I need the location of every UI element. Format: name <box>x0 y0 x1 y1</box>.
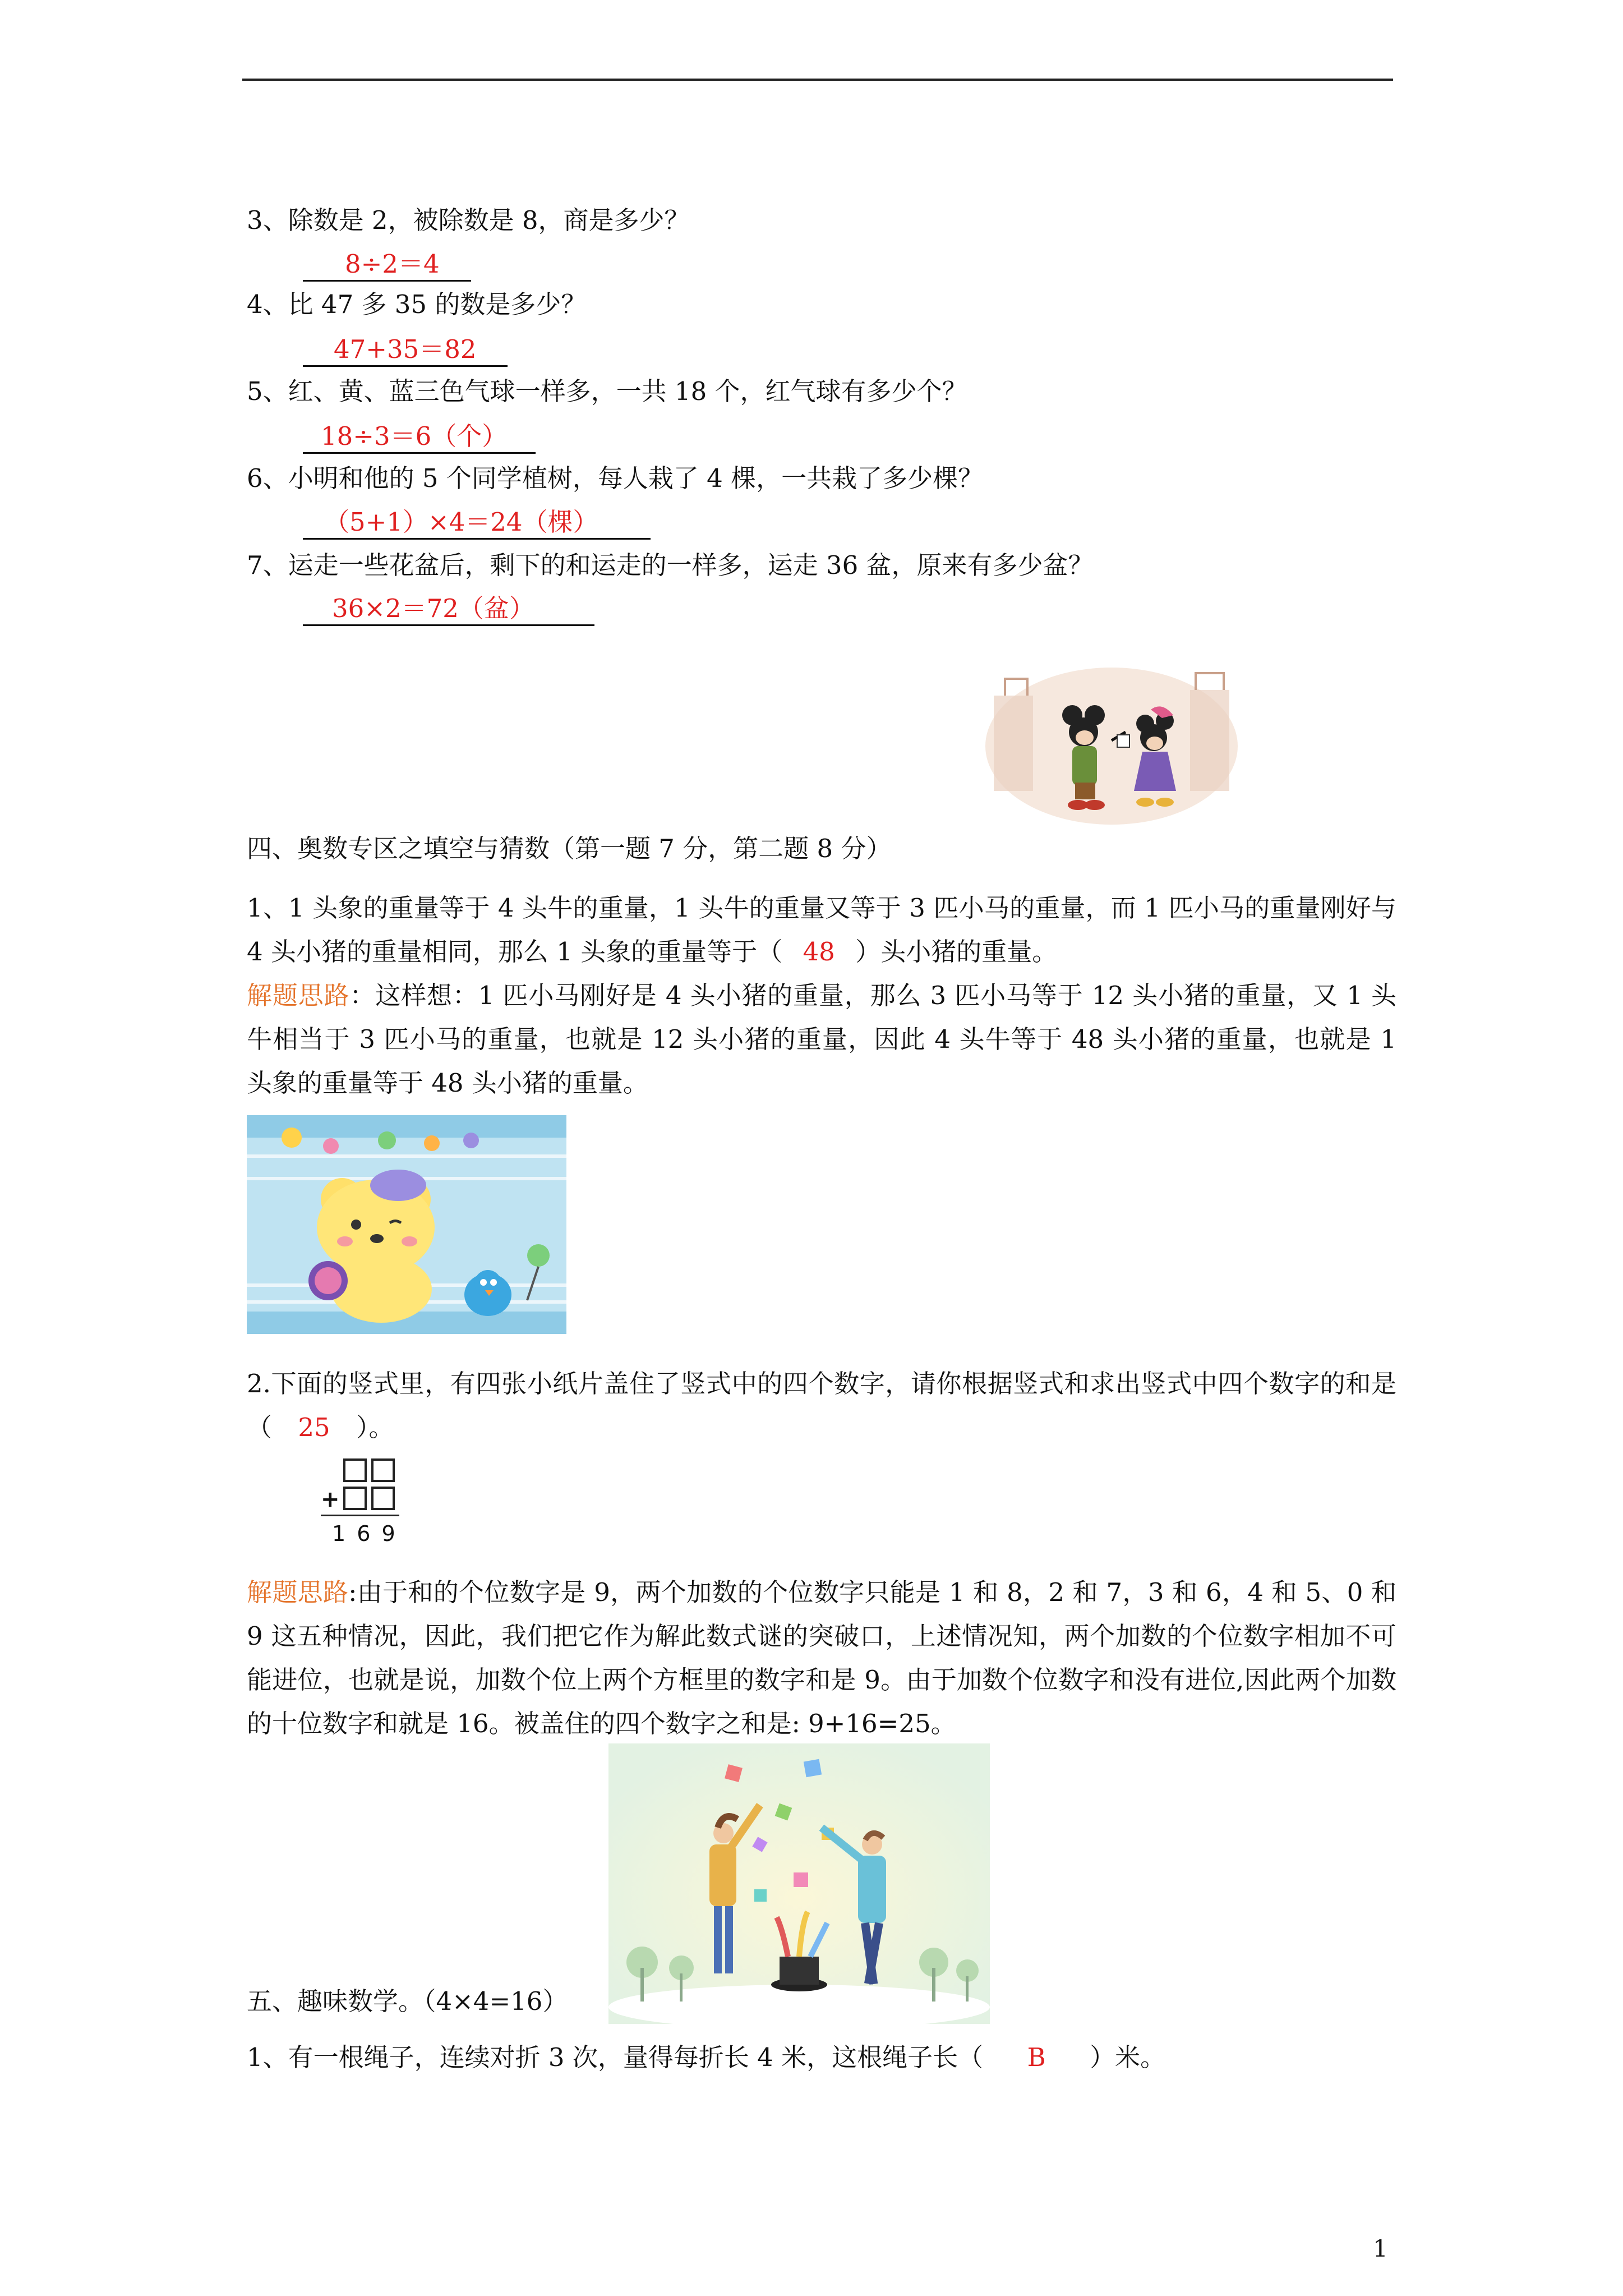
problem-2-text-end: ）。 <box>356 1412 394 1442</box>
answer-3: 8÷2＝4 <box>303 251 471 282</box>
hint-1-label: 解题思路 <box>247 981 350 1010</box>
question-4: 4、比 47 多 35 的数是多少？ <box>247 289 587 319</box>
question-3: 3、除数是 2，被除数是 8，商是多少？ <box>247 205 690 235</box>
section-4-heading: 四、奥数专区之填空与猜数（第一题 7 分，第二题 8 分） <box>247 834 892 863</box>
answer-7: 36×2＝72（盆） <box>303 596 594 626</box>
hint-1-paragraph <box>247 974 1396 1105</box>
section-5-question-1-text: 1、有一根绳子，连续对折 3 次，量得每折长 4 米，这根绳子长（ <box>247 2042 984 2072</box>
hint-2-paragraph <box>247 1571 1396 1746</box>
covered-digit-box <box>343 1487 367 1510</box>
sum-line <box>321 1515 399 1516</box>
section-5-question-1 <box>247 2042 1166 2072</box>
covered-digit-box <box>371 1487 395 1510</box>
covered-digit-box <box>371 1458 395 1482</box>
header-rule <box>242 79 1393 81</box>
problem-2-paragraph <box>247 1362 1396 1450</box>
hint-2-label: 解题思路 <box>247 1577 349 1607</box>
section-5-question-1-text-end: ）米。 <box>1090 2042 1166 2072</box>
mickey-minnie-illustration <box>983 662 1241 825</box>
hint-2-text: :由于和的个位数字是 9，两个加数的个位数字只能是 1 和 8，2 和 7，3 和 6，4 和 5、0 和 9 这五种情况，因此，我们把它作为解此数式谜的突破口，上述情况知，两个加数的个位数字相加不可能进位，也就是说，加数个位上两个方框里的数字和是 9。由于加数个位数字和没有进位,因此两个加数的十位数字和就是 16。被盖住的四个数字之和是: 9+16=25。 <box>247 1577 1396 1738</box>
question-6: 6、小明和他的 5 个同学植树，每人栽了 4 棵，一共栽了多少棵？ <box>247 463 984 493</box>
vertical-addition <box>321 1458 422 1554</box>
section-5-heading: 五、趣味数学。（4×4=16） <box>247 1986 568 2016</box>
problem-2-text: 2.下面的竖式里，有四张小纸片盖住了竖式中的四个数字，请你根据竖式和求出竖式中四个数字的和是（ <box>247 1369 1396 1442</box>
problem-1-text-end: ）头小猪的重量。 <box>855 937 1058 967</box>
sum-value: 1 6 9 <box>332 1521 398 1546</box>
question-7: 7、运走一些花盆后，剩下的和运走的一样多，运走 36 盆，原来有多少盆？ <box>247 550 1094 580</box>
answer-5: 18÷3＝6（个） <box>303 424 536 454</box>
people-illustration <box>608 1743 990 2024</box>
problem-1-answer: 48 <box>803 937 835 967</box>
problem-2-answer: 25 <box>298 1412 330 1442</box>
covered-digit-box <box>343 1458 367 1482</box>
question-5: 5、红、黄、蓝三色气球一样多，一共 18 个，红气球有多少个？ <box>247 376 967 406</box>
answer-6: （5+1）×4＝24（棵） <box>303 509 651 540</box>
section-5-question-1-answer: B <box>1027 2042 1046 2072</box>
hint-1-text: ：这样想：1 匹小马刚好是 4 头小猪的重量，那么 3 匹小马等于 12 头小猪的重量，又 1 头牛相当于 3 匹小马的重量，也就是 12 头小猪的重量，因此 4 头牛等于 48 头小猪的重量，也就是 1 头象的重量等于 48 头小猪的重量。 <box>247 981 1396 1098</box>
plus-sign: + <box>321 1487 340 1512</box>
problem-1-text: 1、1 头象的重量等于 4 头牛的重量，1 头牛的重量又等于 3 匹小马的重量，而 1 匹小马的重量刚好与 4 头小猪的重量相同，那么 1 头象的重量等于（ <box>247 893 1396 967</box>
page-number: 1 <box>1373 2235 1388 2262</box>
answer-4: 47+35＝82 <box>303 337 508 367</box>
teddy-bear-illustration <box>247 1115 566 1334</box>
problem-1-paragraph <box>247 886 1396 974</box>
